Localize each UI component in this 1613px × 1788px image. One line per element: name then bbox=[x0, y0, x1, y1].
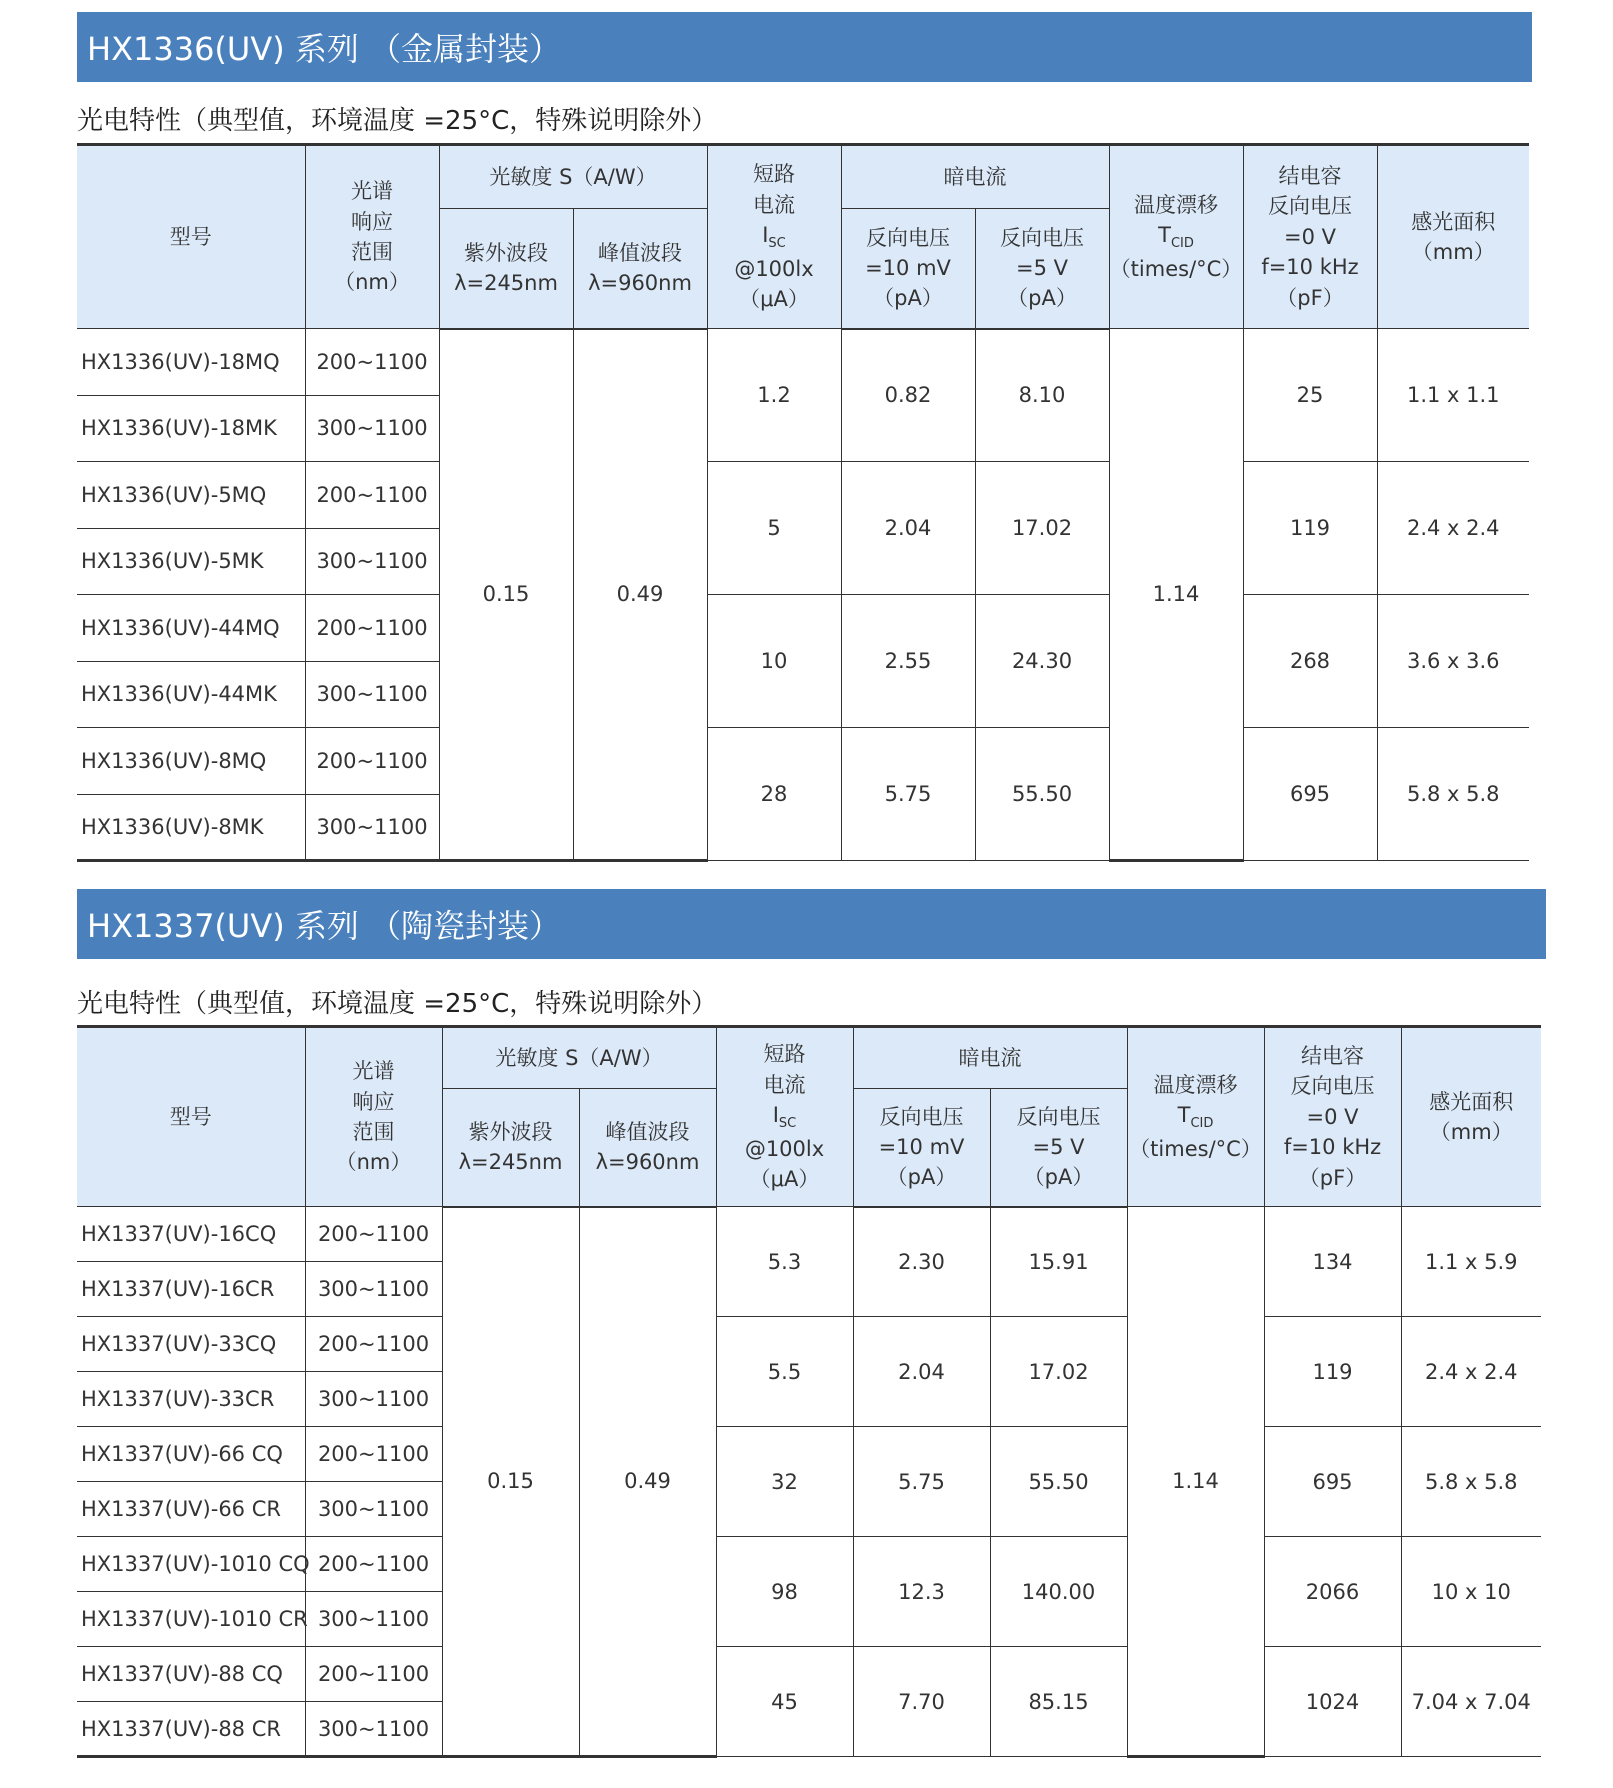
dark-5v-cell: 85.15 bbox=[990, 1647, 1127, 1757]
table-row bbox=[77, 462, 1529, 529]
dark-5v-cell: 15.91 bbox=[990, 1207, 1127, 1317]
spectral-range-cell: 300~1100 bbox=[305, 1592, 442, 1647]
header-symbol: I bbox=[762, 222, 769, 247]
header-line: 峰值波段 bbox=[605, 1119, 690, 1144]
spectral-range-cell: 200~1100 bbox=[305, 1537, 442, 1592]
header-line: （pF） bbox=[1276, 285, 1344, 310]
header-line: 感光面积 bbox=[1411, 209, 1496, 234]
header-line: λ=245nm bbox=[454, 271, 558, 296]
isc-cell: 10 bbox=[707, 595, 841, 728]
header-line: 短路 bbox=[753, 162, 795, 187]
model-cell: HX1337(UV)-66 CR bbox=[77, 1482, 305, 1537]
table-row bbox=[77, 1317, 1541, 1372]
header-line: 范围 bbox=[352, 1120, 395, 1144]
area-cell: 2.4 x 2.4 bbox=[1377, 462, 1529, 595]
table-row bbox=[77, 1647, 1541, 1702]
spectral-range-cell: 300~1100 bbox=[305, 1482, 442, 1537]
header-line: （μA） bbox=[749, 1167, 820, 1192]
spectral-range-cell: 300~1100 bbox=[305, 528, 439, 595]
dark-5v-cell: 140.00 bbox=[990, 1537, 1127, 1647]
area-cell: 5.8 x 5.8 bbox=[1377, 728, 1529, 861]
header-line: （times/°C） bbox=[1109, 257, 1243, 282]
area-cell: 3.6 x 3.6 bbox=[1377, 595, 1529, 728]
area-cell: 10 x 10 bbox=[1401, 1537, 1541, 1647]
header-line: 反向电压 bbox=[866, 225, 950, 250]
header-line: 反向电压 bbox=[879, 1104, 964, 1129]
header-line: λ=960nm bbox=[595, 1150, 700, 1175]
header-peak-band bbox=[573, 209, 707, 329]
capacitance-cell: 25 bbox=[1243, 329, 1377, 462]
header-line: 温度漂移 bbox=[1153, 1072, 1238, 1097]
header-symbol-sub: SC bbox=[778, 1116, 797, 1132]
spectral-range-cell: 200~1100 bbox=[305, 462, 439, 529]
header-dark-5v bbox=[975, 209, 1109, 329]
header-line: （mm） bbox=[1429, 1120, 1513, 1144]
header-line: （pA） bbox=[1023, 1165, 1094, 1190]
spectral-range-cell: 300~1100 bbox=[305, 794, 439, 861]
spectral-range-cell: 300~1100 bbox=[305, 395, 439, 462]
section-subtitle: 光电特性（典型值，环境温度 =25°C，特殊说明除外） bbox=[77, 989, 718, 1019]
section-banner: HX1336(UV) 系列 （金属封装） bbox=[77, 12, 1532, 82]
capacitance-cell: 1024 bbox=[1264, 1647, 1401, 1757]
header-active-area bbox=[1377, 145, 1529, 329]
model-cell: HX1336(UV)-8MK bbox=[77, 794, 305, 861]
isc-cell: 5 bbox=[707, 462, 841, 595]
dark-5v-cell: 17.02 bbox=[975, 462, 1109, 595]
dark-5v-cell: 17.02 bbox=[990, 1317, 1127, 1427]
spectral-range-cell: 200~1100 bbox=[305, 1207, 442, 1262]
header-line: 反向电压 bbox=[1000, 225, 1084, 250]
spectral-range-cell: 200~1100 bbox=[305, 329, 439, 396]
header-uv-band bbox=[442, 1089, 579, 1207]
header-uv-band bbox=[439, 209, 573, 329]
header-sensitivity: 光敏度 S（A/W） bbox=[442, 1027, 716, 1089]
header-model: 型号 bbox=[77, 145, 305, 329]
dark-10mv-cell: 7.70 bbox=[853, 1647, 990, 1757]
header-line: 反向电压 bbox=[1290, 1074, 1375, 1099]
model-cell: HX1337(UV)-88 CQ bbox=[77, 1647, 305, 1702]
header-spectral-range bbox=[305, 145, 439, 329]
capacitance-cell: 695 bbox=[1243, 728, 1377, 861]
header-line: =5 V bbox=[1016, 256, 1068, 281]
spec-table-hx1336 bbox=[77, 143, 1529, 862]
header-line: =5 V bbox=[1032, 1135, 1085, 1160]
header-dark-10mv bbox=[853, 1089, 990, 1207]
header-dark-10mv bbox=[841, 209, 975, 329]
spectral-range-cell: 300~1100 bbox=[305, 1262, 442, 1317]
model-cell: HX1337(UV)-33CQ bbox=[77, 1317, 305, 1372]
header-line: （pA） bbox=[886, 1165, 957, 1190]
temperature-drift-cell: 1.14 bbox=[1127, 1207, 1264, 1757]
dark-5v-cell: 55.50 bbox=[990, 1427, 1127, 1537]
isc-cell: 32 bbox=[716, 1427, 853, 1537]
model-cell: HX1337(UV)-66 CQ bbox=[77, 1427, 305, 1482]
header-line: 结电容 bbox=[1301, 1043, 1364, 1068]
header-dark-current: 暗电流 bbox=[841, 145, 1109, 209]
spectral-range-cell: 300~1100 bbox=[305, 661, 439, 728]
header-active-area bbox=[1401, 1027, 1541, 1207]
model-cell: HX1336(UV)-44MQ bbox=[77, 595, 305, 662]
temperature-drift-cell: 1.14 bbox=[1109, 329, 1243, 861]
area-cell: 1.1 x 1.1 bbox=[1377, 329, 1529, 462]
header-line: 结电容 bbox=[1278, 163, 1342, 188]
model-cell: HX1336(UV)-18MK bbox=[77, 395, 305, 462]
header-temperature-drift bbox=[1127, 1027, 1264, 1207]
spectral-range-cell: 200~1100 bbox=[305, 1317, 442, 1372]
capacitance-cell: 119 bbox=[1264, 1317, 1401, 1427]
header-spectral-range bbox=[305, 1027, 442, 1207]
spectral-range-cell: 200~1100 bbox=[305, 1427, 442, 1482]
header-symbol: T bbox=[1177, 1102, 1191, 1127]
header-line: λ=245nm bbox=[458, 1150, 563, 1175]
capacitance-cell: 695 bbox=[1264, 1427, 1401, 1537]
dark-10mv-cell: 2.04 bbox=[841, 462, 975, 595]
dark-5v-cell: 8.10 bbox=[975, 329, 1109, 462]
model-cell: HX1337(UV)-1010 CR bbox=[77, 1592, 305, 1647]
header-line: （times/°C） bbox=[1129, 1137, 1262, 1162]
header-line: 范围 bbox=[351, 240, 393, 264]
isc-cell: 28 bbox=[707, 728, 841, 861]
model-cell: HX1336(UV)-8MQ bbox=[77, 728, 305, 795]
header-junction-capacitance bbox=[1264, 1027, 1401, 1207]
table-row bbox=[77, 1427, 1541, 1482]
header-temperature-drift bbox=[1109, 145, 1243, 329]
isc-cell: 98 bbox=[716, 1537, 853, 1647]
header-symbol: T bbox=[1158, 222, 1171, 247]
header-junction-capacitance bbox=[1243, 145, 1377, 329]
model-cell: HX1337(UV)-88 CR bbox=[77, 1702, 305, 1757]
area-cell: 2.4 x 2.4 bbox=[1401, 1317, 1541, 1427]
dark-10mv-cell: 5.75 bbox=[853, 1427, 990, 1537]
header-short-circuit-current bbox=[707, 145, 841, 329]
peak-sensitivity-cell: 0.49 bbox=[573, 329, 707, 861]
header-line: （nm） bbox=[335, 1150, 412, 1175]
model-cell: HX1336(UV)-5MK bbox=[77, 528, 305, 595]
table-row bbox=[77, 728, 1529, 795]
header-line: 温度漂移 bbox=[1134, 192, 1218, 217]
model-cell: HX1336(UV)-5MQ bbox=[77, 462, 305, 529]
table-row bbox=[77, 329, 1529, 396]
dark-10mv-cell: 2.55 bbox=[841, 595, 975, 728]
isc-cell: 5.3 bbox=[716, 1207, 853, 1317]
table-row bbox=[77, 1207, 1541, 1262]
header-line: 电流 bbox=[763, 1072, 806, 1097]
spectral-range-cell: 300~1100 bbox=[305, 1702, 442, 1757]
header-line: （pF） bbox=[1298, 1165, 1367, 1190]
section-banner: HX1337(UV) 系列 （陶瓷封装） bbox=[77, 889, 1546, 959]
header-dark-current: 暗电流 bbox=[853, 1027, 1127, 1089]
header-line: 感光面积 bbox=[1429, 1089, 1514, 1114]
header-line: =0 V bbox=[1306, 1104, 1359, 1129]
model-cell: HX1336(UV)-44MK bbox=[77, 661, 305, 728]
table-row bbox=[77, 595, 1529, 662]
header-line: 响应 bbox=[351, 209, 393, 234]
header-symbol: I bbox=[772, 1102, 779, 1127]
dark-10mv-cell: 5.75 bbox=[841, 728, 975, 861]
header-line: 短路 bbox=[763, 1042, 806, 1067]
capacitance-cell: 268 bbox=[1243, 595, 1377, 728]
peak-sensitivity-cell: 0.49 bbox=[579, 1207, 716, 1757]
uv-sensitivity-cell: 0.15 bbox=[442, 1207, 579, 1757]
model-cell: HX1336(UV)-18MQ bbox=[77, 329, 305, 396]
header-line: =10 mV bbox=[878, 1135, 965, 1160]
table-row bbox=[77, 1537, 1541, 1592]
header-short-circuit-current bbox=[716, 1027, 853, 1207]
header-model: 型号 bbox=[77, 1027, 305, 1207]
header-line: @100lx bbox=[744, 1137, 825, 1162]
dark-10mv-cell: 2.04 bbox=[853, 1317, 990, 1427]
header-dark-5v bbox=[990, 1089, 1127, 1207]
dark-5v-cell: 55.50 bbox=[975, 728, 1109, 861]
header-peak-band bbox=[579, 1089, 716, 1207]
header-line: f=10 kHz bbox=[1261, 255, 1359, 280]
header-line: （pA） bbox=[1007, 286, 1077, 311]
header-line: （pA） bbox=[873, 286, 943, 311]
area-cell: 7.04 x 7.04 bbox=[1401, 1647, 1541, 1757]
header-symbol-sub: CID bbox=[1190, 1116, 1214, 1132]
header-line: 电流 bbox=[753, 192, 795, 217]
model-cell: HX1337(UV)-16CQ bbox=[77, 1207, 305, 1262]
isc-cell: 45 bbox=[716, 1647, 853, 1757]
dark-5v-cell: 24.30 bbox=[975, 595, 1109, 728]
header-line: 光谱 bbox=[352, 1059, 395, 1084]
header-line: 紫外波段 bbox=[468, 1119, 553, 1144]
capacitance-cell: 134 bbox=[1264, 1207, 1401, 1317]
spectral-range-cell: 200~1100 bbox=[305, 1647, 442, 1702]
section-subtitle: 光电特性（典型值，环境温度 =25°C，特殊说明除外） bbox=[77, 106, 718, 136]
capacitance-cell: 2066 bbox=[1264, 1537, 1401, 1647]
header-line: （mm） bbox=[1411, 240, 1495, 264]
header-line: 光谱 bbox=[351, 179, 393, 204]
spec-table-hx1337 bbox=[77, 1025, 1541, 1758]
area-cell: 1.1 x 5.9 bbox=[1401, 1207, 1541, 1317]
model-cell: HX1337(UV)-33CR bbox=[77, 1372, 305, 1427]
header-line: 反向电压 bbox=[1268, 194, 1352, 219]
uv-sensitivity-cell: 0.15 bbox=[439, 329, 573, 861]
dark-10mv-cell: 0.82 bbox=[841, 329, 975, 462]
header-line: 峰值波段 bbox=[598, 240, 682, 265]
model-cell: HX1337(UV)-16CR bbox=[77, 1262, 305, 1317]
header-sensitivity: 光敏度 S（A/W） bbox=[439, 145, 707, 209]
header-line: 紫外波段 bbox=[464, 240, 548, 265]
header-line: =10 mV bbox=[865, 256, 951, 281]
spectral-range-cell: 200~1100 bbox=[305, 595, 439, 662]
header-line: 响应 bbox=[352, 1089, 395, 1114]
header-line: （μA） bbox=[739, 287, 809, 312]
header-line: λ=960nm bbox=[588, 271, 692, 296]
dark-10mv-cell: 12.3 bbox=[853, 1537, 990, 1647]
model-cell: HX1337(UV)-1010 CQ bbox=[77, 1537, 305, 1592]
capacitance-cell: 119 bbox=[1243, 462, 1377, 595]
dark-10mv-cell: 2.30 bbox=[853, 1207, 990, 1317]
isc-cell: 1.2 bbox=[707, 329, 841, 462]
header-symbol-sub: CID bbox=[1170, 236, 1194, 252]
isc-cell: 5.5 bbox=[716, 1317, 853, 1427]
header-line: =0 V bbox=[1284, 224, 1336, 249]
area-cell: 5.8 x 5.8 bbox=[1401, 1427, 1541, 1537]
header-line: @100lx bbox=[734, 257, 814, 282]
header-line: 反向电压 bbox=[1016, 1104, 1101, 1129]
header-line: （nm） bbox=[334, 270, 410, 295]
spectral-range-cell: 300~1100 bbox=[305, 1372, 442, 1427]
header-symbol-sub: SC bbox=[768, 236, 786, 252]
header-line: f=10 kHz bbox=[1283, 1135, 1382, 1160]
spectral-range-cell: 200~1100 bbox=[305, 728, 439, 795]
